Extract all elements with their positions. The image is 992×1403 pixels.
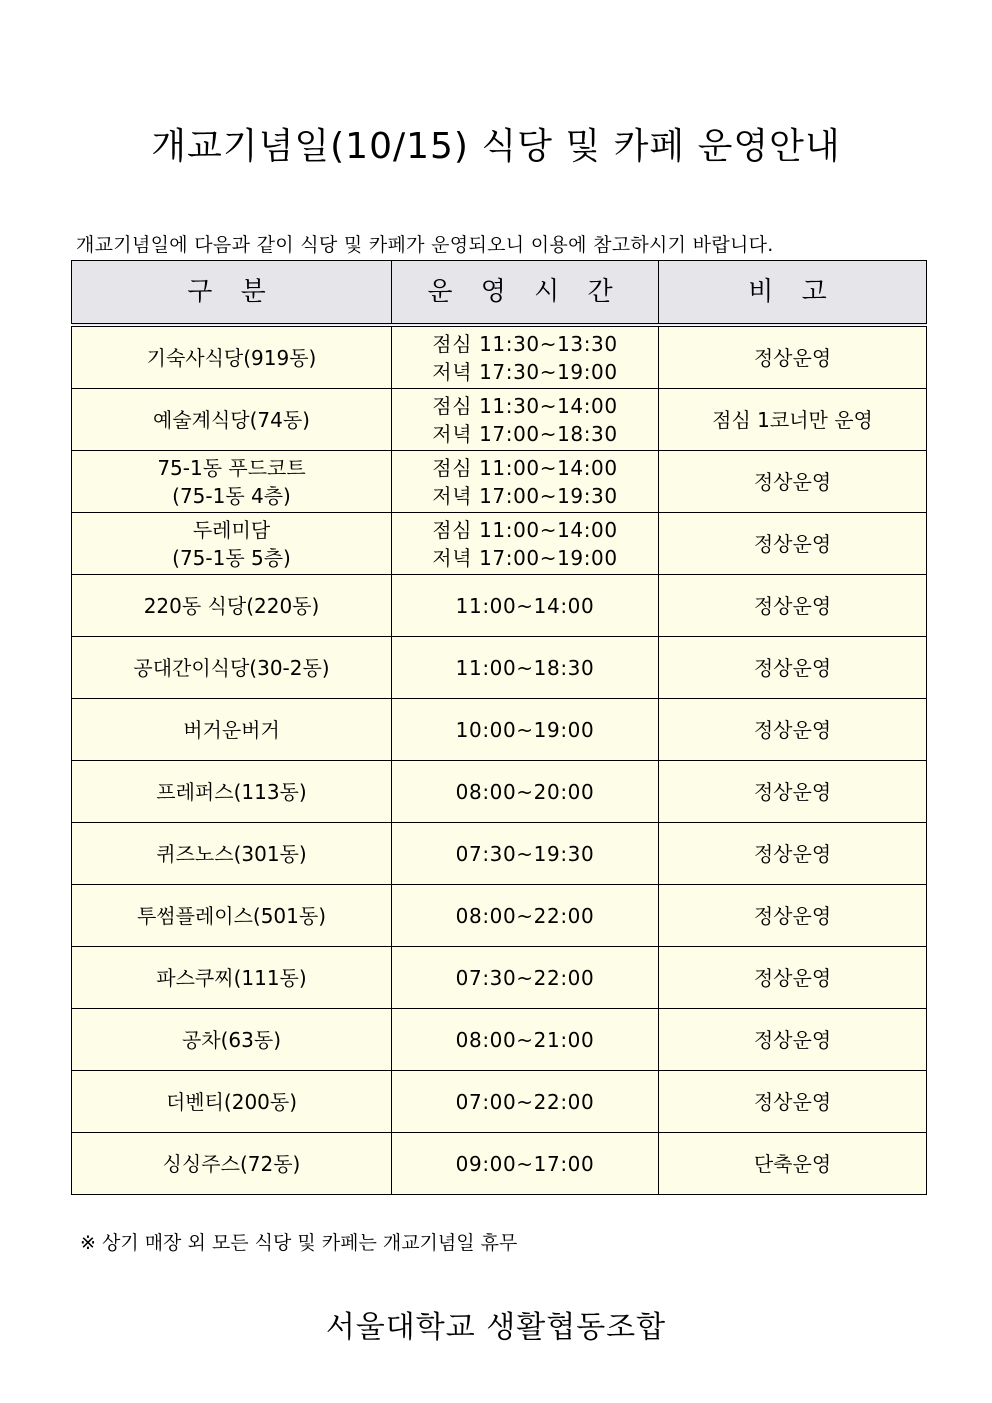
table-body (72, 325, 927, 1195)
cell-name (72, 389, 392, 451)
time-line: 11:00~14:00 (455, 593, 595, 618)
cell-time (392, 947, 659, 1009)
name-line: 프레퍼스(113동) (156, 779, 307, 804)
cell-time (392, 885, 659, 947)
cell-note: 정상운영 (659, 885, 927, 947)
time-line: 08:00~21:00 (455, 1027, 595, 1052)
time-line: 07:30~19:30 (455, 841, 595, 866)
time-line: 저녁 17:00~19:00 (432, 545, 618, 570)
table-row (72, 823, 927, 885)
cell-note: 정상운영 (659, 699, 927, 761)
header-note: 비 고 (659, 261, 927, 326)
header-category: 구 분 (72, 261, 392, 326)
cell-time (392, 699, 659, 761)
time-line: 07:30~22:00 (455, 965, 595, 990)
name-line: 버거운버거 (183, 717, 280, 742)
cell-name (72, 325, 392, 389)
time-line: 11:00~18:30 (455, 655, 595, 680)
time-line: 07:00~22:00 (455, 1089, 595, 1114)
table-row (72, 637, 927, 699)
table-row (72, 1071, 927, 1133)
name-line: 예술계식당(74동) (153, 407, 310, 432)
cell-note: 정상운영 (659, 575, 927, 637)
name-line: 공대간이식당(30-2동) (133, 655, 330, 680)
cell-note: 정상운영 (659, 513, 927, 575)
time-line: 08:00~20:00 (455, 779, 595, 804)
cell-name (72, 885, 392, 947)
table-header-row (72, 261, 927, 326)
name-line: 220동 식당(220동) (143, 593, 320, 618)
table-row (72, 1133, 927, 1195)
cell-name (72, 761, 392, 823)
table-row (72, 513, 927, 575)
name-line: 기숙사식당(919동) (146, 345, 317, 370)
name-line: 투썸플레이스(501동) (136, 903, 327, 928)
cell-name (72, 1071, 392, 1133)
cell-note: 정상운영 (659, 637, 927, 699)
cell-name (72, 1133, 392, 1195)
operation-table (71, 260, 927, 1195)
cell-name (72, 575, 392, 637)
table-row (72, 1009, 927, 1071)
name-line: (75-1동 5층) (172, 545, 291, 570)
signature: 서울대학교 생활협동조합 (325, 1310, 667, 1345)
cell-name (72, 699, 392, 761)
cell-time (392, 761, 659, 823)
time-line: 점심 11:00~14:00 (432, 455, 618, 480)
name-line: 75-1동 푸드코트 (157, 455, 306, 480)
intro-text: 개교기념일에 다음과 같이 식당 및 카페가 운영되오니 이용에 참고하시기 바랍니다. (76, 234, 774, 256)
cell-time (392, 325, 659, 389)
cell-name (72, 1009, 392, 1071)
cell-time (392, 451, 659, 513)
time-line: 저녁 17:00~18:30 (432, 421, 618, 446)
time-line: 저녁 17:00~19:30 (432, 483, 618, 508)
cell-time (392, 1133, 659, 1195)
cell-name (72, 823, 392, 885)
cell-time (392, 389, 659, 451)
cell-time (392, 823, 659, 885)
time-line: 08:00~22:00 (455, 903, 595, 928)
time-line: 저녁 17:30~19:00 (432, 359, 618, 384)
name-line: 두레미담 (192, 517, 271, 542)
cell-time (392, 575, 659, 637)
page-title: 개교기념일(10/15) 식당 및 카페 운영안내 (151, 126, 841, 167)
cell-time (392, 637, 659, 699)
cell-time (392, 513, 659, 575)
footnote: ※ 상기 매장 외 모든 식당 및 카페는 개교기념일 휴무 (80, 1232, 518, 1254)
name-line: 파스쿠찌(111동) (156, 965, 307, 990)
cell-name (72, 947, 392, 1009)
name-line: 싱싱주스(72동) (162, 1151, 301, 1176)
cell-note: 점심 1코너만 운영 (659, 389, 927, 451)
cell-note: 정상운영 (659, 1009, 927, 1071)
cell-name (72, 451, 392, 513)
table-row (72, 325, 927, 389)
cell-note: 정상운영 (659, 761, 927, 823)
cell-time (392, 1009, 659, 1071)
cell-note: 정상운영 (659, 823, 927, 885)
cell-note: 정상운영 (659, 325, 927, 389)
table-row (72, 761, 927, 823)
table-row (72, 575, 927, 637)
cell-name (72, 637, 392, 699)
table-row (72, 389, 927, 451)
cell-note: 단축운영 (659, 1133, 927, 1195)
name-line: (75-1동 4층) (172, 483, 291, 508)
header-hours: 운 영 시 간 (392, 261, 659, 326)
time-line: 점심 11:00~14:00 (432, 517, 618, 542)
cell-name (72, 513, 392, 575)
table-row (72, 699, 927, 761)
time-line: 점심 11:30~13:30 (432, 331, 618, 356)
table-row (72, 451, 927, 513)
cell-note: 정상운영 (659, 451, 927, 513)
table-row (72, 947, 927, 1009)
name-line: 더벤티(200동) (165, 1089, 298, 1114)
table-row (72, 885, 927, 947)
name-line: 퀴즈노스(301동) (156, 841, 307, 866)
cell-time (392, 1071, 659, 1133)
name-line: 공차(63동) (181, 1027, 281, 1052)
time-line: 점심 11:30~14:00 (432, 393, 618, 418)
cell-note: 정상운영 (659, 947, 927, 1009)
time-line: 09:00~17:00 (455, 1151, 595, 1176)
time-line: 10:00~19:00 (455, 717, 595, 742)
cell-note: 정상운영 (659, 1071, 927, 1133)
